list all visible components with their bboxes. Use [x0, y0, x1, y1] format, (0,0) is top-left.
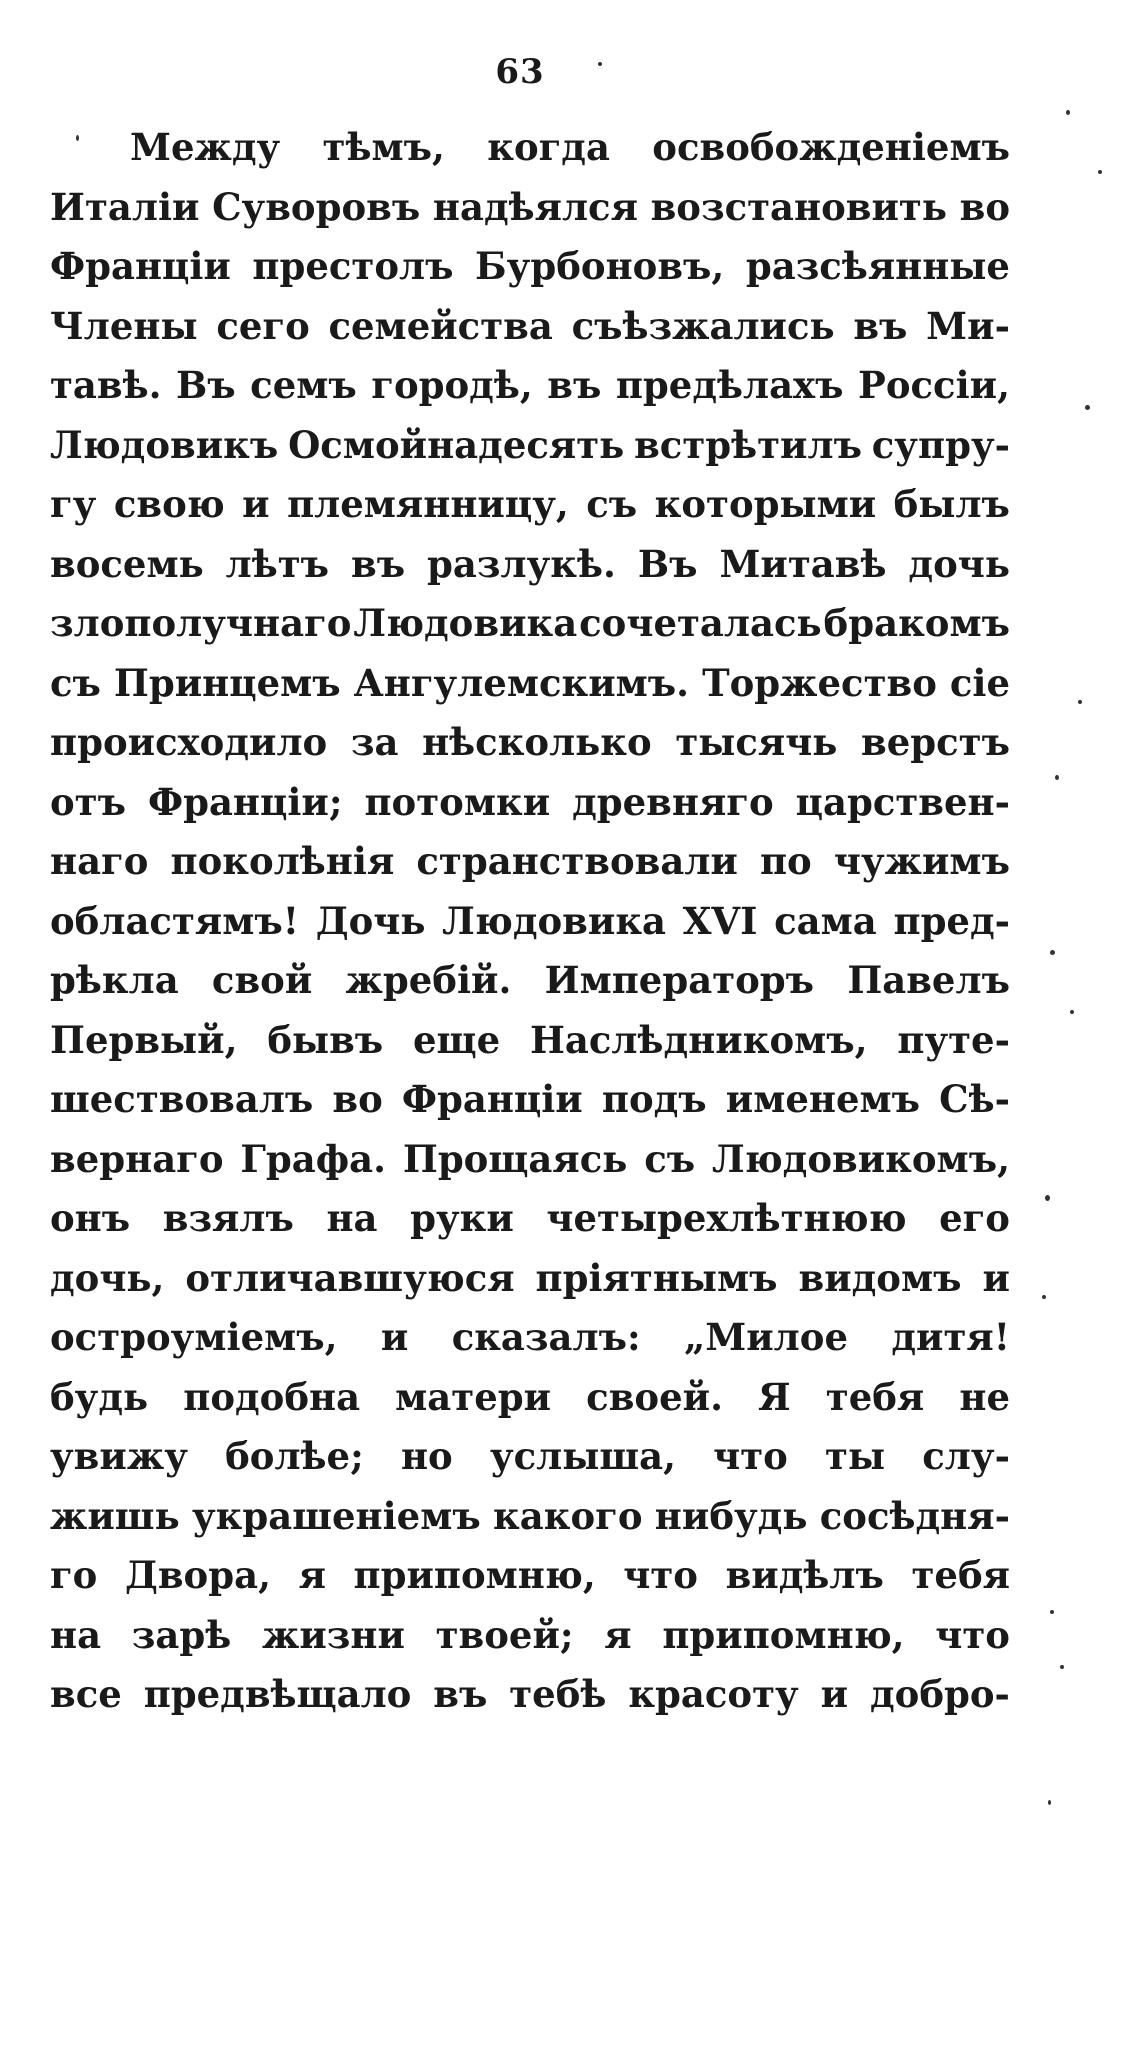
word: Прощаясь: [402, 1136, 628, 1181]
text-line: [50, 1487, 1010, 1547]
word: тысячь: [675, 720, 838, 764]
word: видомъ: [798, 1255, 962, 1300]
text-line: [50, 1308, 1010, 1368]
word: отъ: [50, 779, 126, 824]
scan-speck: [1085, 405, 1090, 410]
text-line: [50, 356, 1010, 416]
word: тавѣ.: [50, 363, 162, 407]
text-line: [50, 1070, 1010, 1130]
text-line: [50, 832, 1010, 892]
word: пріятнымъ: [535, 1255, 778, 1300]
word: видѣлъ: [725, 1553, 884, 1597]
word: Италіи: [50, 184, 200, 229]
word: ты: [825, 1434, 886, 1478]
word: четырехлѣтнюю: [546, 1196, 907, 1240]
word: его: [939, 1196, 1010, 1240]
word: Ангулемскимъ.: [353, 660, 690, 705]
word: потомки: [364, 779, 551, 824]
word: услыша,: [489, 1434, 676, 1478]
word: Павелъ: [847, 958, 1010, 1002]
word: рѣкла: [50, 958, 179, 1002]
scan-speck: [1066, 110, 1070, 115]
word: сочеталась: [579, 601, 822, 645]
text-line: [50, 178, 1010, 238]
word: съѣзжались: [571, 303, 835, 348]
word: сіе: [949, 660, 1010, 705]
scan-speck: [76, 135, 79, 141]
word: по: [759, 839, 812, 883]
word: свой: [211, 958, 313, 1002]
word: за: [350, 720, 399, 764]
word: Ми-: [926, 303, 1010, 348]
word: руки: [410, 1196, 514, 1240]
word: верстъ: [861, 720, 1010, 764]
word: племянницу,: [287, 482, 569, 526]
word: освобожденіемъ: [652, 125, 1010, 169]
word: тебѣ: [509, 1672, 607, 1716]
word: областямъ!: [50, 898, 299, 943]
word: престолъ: [252, 244, 454, 288]
word: предѣлахъ: [615, 363, 844, 407]
text-line: [50, 1427, 1010, 1487]
word: Двора,: [124, 1553, 271, 1597]
word: твоей;: [435, 1612, 574, 1657]
scan-speck: [1060, 1665, 1064, 1669]
page-number: 63: [495, 52, 545, 92]
word: шествовалъ: [50, 1077, 314, 1121]
word: на: [326, 1196, 378, 1240]
word: будь: [50, 1374, 149, 1419]
scan-speck: [1070, 1010, 1074, 1014]
word: сосѣдня-: [819, 1493, 1010, 1538]
word: нибудь: [654, 1493, 808, 1538]
text-line: [50, 654, 1010, 714]
text-line: [50, 594, 1010, 654]
word: Торжество: [702, 660, 937, 705]
word: тебя: [825, 1374, 925, 1419]
word: Людовика: [353, 601, 578, 645]
word: древняго: [572, 779, 774, 824]
word: именемъ: [725, 1077, 921, 1121]
text-line: [50, 297, 1010, 357]
text-line: [50, 475, 1010, 535]
word: взялъ: [162, 1196, 294, 1240]
word: былъ: [893, 482, 1010, 526]
word: дитя!: [891, 1315, 1010, 1359]
word: и: [982, 1255, 1010, 1300]
word: зарѣ: [131, 1612, 232, 1657]
word: въ: [853, 303, 908, 348]
word: злополучнаго: [50, 601, 352, 645]
text-line: [50, 1606, 1010, 1666]
word: нѣсколько: [422, 720, 652, 764]
word: встрѣтилъ: [634, 422, 862, 467]
word: Бурбоновъ,: [475, 244, 725, 288]
word: царствен-: [795, 779, 1010, 824]
word: во: [959, 184, 1010, 229]
word: Франціи: [50, 244, 231, 288]
word: въ: [351, 541, 406, 586]
word: Суворовъ: [212, 184, 421, 229]
word: дочь: [908, 541, 1010, 586]
word: го: [50, 1553, 98, 1597]
word: XVI: [682, 898, 758, 943]
word: слу-: [922, 1434, 1010, 1478]
word: что: [713, 1434, 788, 1478]
word: Я: [758, 1374, 791, 1419]
scan-speck: [1078, 700, 1082, 704]
word: вернаго: [50, 1136, 224, 1181]
word: сама: [774, 898, 877, 943]
word: семъ: [250, 363, 357, 407]
word: Франціи: [401, 1077, 583, 1121]
word: Наслѣдникомъ,: [529, 1017, 868, 1062]
text-line: [50, 1130, 1010, 1190]
word: наго: [50, 839, 149, 883]
word: восемь: [50, 541, 204, 586]
word: въ: [547, 363, 602, 407]
word: путе-: [897, 1017, 1010, 1062]
word: остроуміемъ,: [50, 1315, 338, 1359]
word: Императоръ: [544, 958, 815, 1002]
word: сего: [216, 303, 310, 348]
word: я: [604, 1612, 632, 1657]
word: бывъ: [267, 1017, 384, 1062]
word: отличавшуюся: [185, 1255, 515, 1300]
word: лѣтъ: [225, 541, 330, 586]
word: я: [298, 1553, 326, 1597]
word: Франціи;: [147, 779, 343, 824]
scan-speck: [598, 62, 602, 66]
word: Митавѣ: [719, 541, 887, 586]
text-line: [50, 892, 1010, 952]
word: добро-: [869, 1672, 1010, 1716]
word: сказалъ:: [451, 1315, 641, 1359]
text-line: [50, 118, 1010, 178]
text-line: [50, 1189, 1010, 1249]
word: красоту: [628, 1672, 799, 1716]
text-line: [50, 416, 1010, 476]
text-line: [50, 1011, 1010, 1071]
word: дочь,: [50, 1255, 165, 1300]
word: разлукѣ.: [427, 541, 616, 586]
word: что: [935, 1612, 1010, 1657]
scan-speck: [1048, 1800, 1051, 1805]
word: увижу: [50, 1434, 188, 1478]
word: Осмойнадесять: [288, 422, 625, 467]
word: Сѣ-: [939, 1077, 1010, 1121]
word: онъ: [50, 1196, 131, 1240]
word: разсѣянные: [745, 244, 1010, 288]
word: Россіи,: [858, 363, 1010, 407]
word: съ: [644, 1136, 696, 1181]
word: поколѣнія: [170, 839, 395, 883]
word: своей.: [586, 1374, 723, 1419]
word: Между: [130, 125, 281, 169]
text-line: [50, 237, 1010, 297]
word: свою: [113, 482, 225, 526]
word: надѣялся: [432, 184, 638, 229]
word: какого: [493, 1493, 643, 1538]
word: что: [623, 1553, 698, 1597]
word: бракомъ: [823, 601, 1010, 645]
word: пред-: [893, 898, 1010, 943]
text-line: [50, 1546, 1010, 1606]
text-line: [50, 1368, 1010, 1428]
word: Первый,: [50, 1017, 238, 1062]
scan-speck: [1050, 950, 1055, 955]
word: еще: [413, 1017, 501, 1062]
word: и: [242, 482, 270, 526]
text-line: [50, 713, 1010, 773]
word: болѣе;: [225, 1434, 364, 1478]
text-line: [50, 951, 1010, 1011]
word: на: [50, 1612, 102, 1657]
word: когда: [487, 125, 610, 169]
word: все: [50, 1672, 122, 1716]
word: семейства: [328, 303, 553, 348]
word: Въ: [637, 541, 698, 586]
word: Члены: [50, 303, 198, 348]
word: странствовали: [416, 839, 738, 883]
scan-speck: [1045, 1195, 1050, 1201]
word: матери: [395, 1374, 552, 1419]
word: припомню,: [353, 1553, 596, 1597]
word: Людовика: [442, 898, 667, 943]
word: Графа.: [240, 1136, 387, 1181]
text-line: [50, 773, 1010, 833]
word: съ: [50, 660, 101, 705]
word: съ: [586, 482, 638, 526]
word: подъ: [601, 1077, 707, 1121]
scan-speck: [1098, 170, 1102, 174]
word: и: [380, 1315, 409, 1359]
word: предвѣщало: [143, 1672, 412, 1716]
body-text: [50, 118, 1010, 1725]
word: Въ: [176, 363, 236, 407]
word: гу: [50, 482, 97, 526]
word: въ: [433, 1672, 488, 1716]
word: во: [332, 1077, 383, 1121]
word: тѣмъ,: [322, 125, 445, 169]
word: жребій.: [345, 958, 512, 1002]
word: городѣ,: [371, 363, 533, 407]
scan-speck: [1055, 775, 1059, 780]
word: происходило: [50, 720, 328, 764]
word: которыми: [654, 482, 877, 526]
scan-speck: [1042, 1295, 1046, 1299]
text-line: [50, 1249, 1010, 1309]
word: жишь: [50, 1493, 180, 1538]
word: тебя: [911, 1553, 1010, 1597]
word: и: [820, 1672, 849, 1716]
word: Людовикъ: [50, 422, 279, 467]
word: Дочь: [315, 898, 426, 943]
word: подобна: [183, 1374, 361, 1419]
word: не: [959, 1374, 1010, 1419]
text-line: [50, 1665, 1010, 1725]
word: но: [400, 1434, 453, 1478]
word: припомню,: [662, 1612, 905, 1657]
word: Людовикомъ,: [712, 1136, 1010, 1181]
text-line: [50, 535, 1010, 595]
word: супру-: [871, 422, 1010, 467]
word: украшеніемъ: [191, 1493, 481, 1538]
scan-speck: [1050, 1610, 1054, 1614]
word: жизни: [261, 1612, 405, 1657]
word: Принцемъ: [113, 660, 341, 705]
word: „Милое: [684, 1315, 848, 1359]
word: возстановить: [650, 184, 947, 229]
word: чужимъ: [833, 839, 1010, 883]
